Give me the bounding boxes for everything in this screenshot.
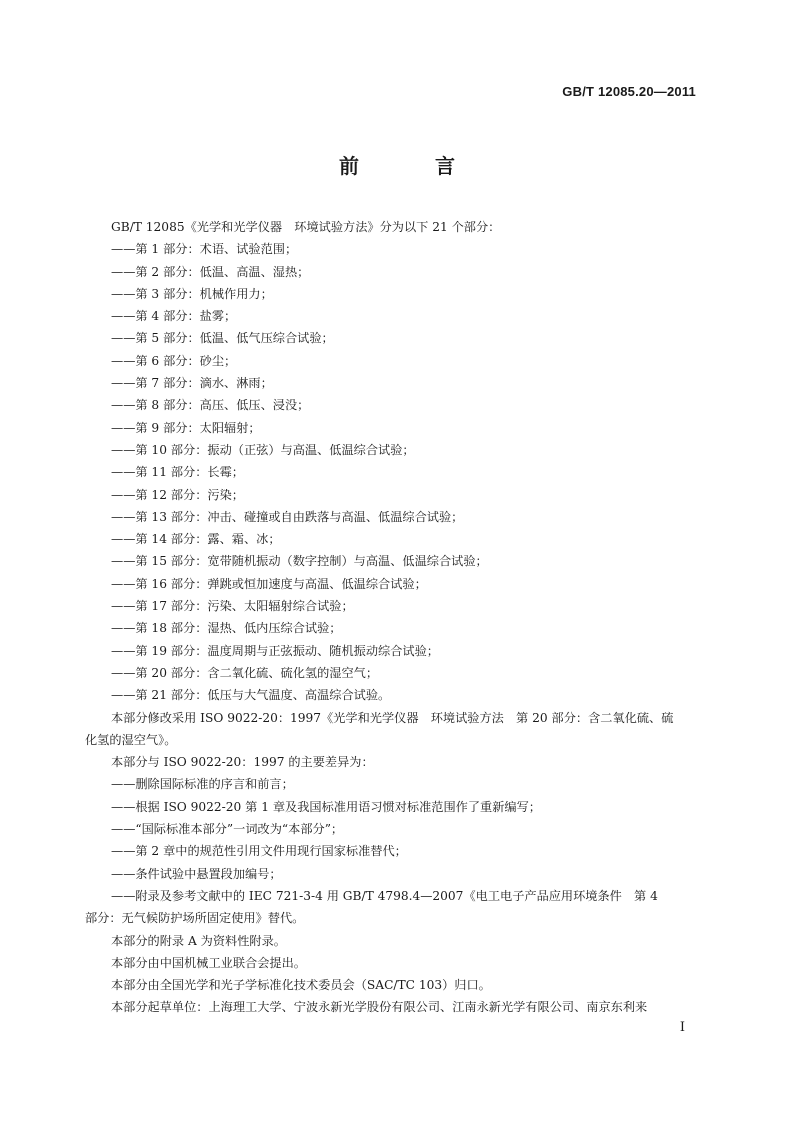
document-body xyxy=(85,216,697,1019)
difference-last-line-2: 部分：无气候防护场所固定使用》替代。 xyxy=(85,911,305,926)
part-list-item: ——第 2 部分：低温、高温、湿热； xyxy=(111,264,310,279)
page-title: 前 言 xyxy=(339,154,483,178)
adoption-line-1: 本部分修改采用 ISO 9022-20：1997《光学和光学仪器 环境试验方法 第 20 部分：含二氧化硫、硫 xyxy=(111,710,674,725)
intro-paragraph: GB/T 12085《光学和光学仪器 环境试验方法》分为以下 21 个部分： xyxy=(111,220,501,234)
differences-list xyxy=(111,773,697,884)
part-list-item: ——第 18 部分：湿热、低内压综合试验； xyxy=(111,621,342,636)
part-list-item: ——第 4 部分：盐雾； xyxy=(111,309,237,324)
part-list-item: ——第 11 部分：长霉； xyxy=(111,465,244,480)
standard-code: GB/T 12085.20—2011 xyxy=(562,84,696,99)
part-list-item: ——第 14 部分：露、霜、冰； xyxy=(111,532,281,547)
part-list-item: ——第 12 部分：污染； xyxy=(111,487,244,502)
difference-list-item: ——条件试验中悬置段加编号； xyxy=(111,866,282,881)
proposed-by: 本部分由中国机械工业联合会提出。 xyxy=(111,955,306,970)
adoption-line-2: 化氢的湿空气》。 xyxy=(85,732,177,747)
part-list-item: ——第 13 部分：冲击、碰撞或自由跌落与高温、低温综合试验； xyxy=(111,509,464,524)
part-list-item: ——第 3 部分：机械作用力； xyxy=(111,286,273,301)
difference-last-line-1: ——附录及参考文献中的 IEC 721-3-4 用 GB/T 4798.4—2007《电工电子产品应用环境条件 第 4 xyxy=(111,888,658,903)
part-list-item: ——第 7 部分：滴水、淋雨； xyxy=(111,376,273,391)
part-list-item: ——第 6 部分：砂尘； xyxy=(111,353,237,368)
parts-list xyxy=(111,238,697,706)
adoption-paragraph xyxy=(85,707,697,752)
page-number: I xyxy=(679,1020,685,1035)
difference-last xyxy=(85,885,697,930)
part-list-item: ——第 1 部分：术语、试验范围； xyxy=(111,242,298,257)
part-list-item: ——第 16 部分：弹跳或恒加速度与高温、低温综合试验； xyxy=(111,576,427,591)
differences-intro: 本部分与 ISO 9022-20：1997 的主要差异为： xyxy=(111,755,374,770)
managed-by: 本部分由全国光学和光子学标准化技术委员会（SAC/TC 103）归口。 xyxy=(111,978,491,993)
annex-statement: 本部分的附录 A 为资料性附录。 xyxy=(111,933,286,948)
part-list-item: ——第 19 部分：温度周期与正弦振动、随机振动综合试验； xyxy=(111,643,439,658)
drafting-units: 本部分起草单位：上海理工大学、宁波永新光学股份有限公司、江南永新光学有限公司、南京东利来 xyxy=(111,1000,648,1015)
part-list-item: ——第 20 部分：含二氧化硫、硫化氢的湿空气； xyxy=(111,665,379,680)
part-list-item: ——第 21 部分：低压与大气温度、高温综合试验。 xyxy=(111,688,391,703)
part-list-item: ——第 5 部分：低温、低气压综合试验； xyxy=(111,331,334,346)
part-list-item: ——第 17 部分：污染、太阳辐射综合试验； xyxy=(111,599,354,614)
part-list-item: ——第 10 部分：振动（正弦）与高温、低温综合试验； xyxy=(111,442,415,457)
part-list-item: ——第 15 部分：宽带随机振动（数字控制）与高温、低温综合试验； xyxy=(111,554,488,569)
difference-list-item: ——“国际标准本部分”一词改为“本部分”； xyxy=(111,822,344,837)
difference-list-item: ——删除国际标准的序言和前言； xyxy=(111,777,294,792)
part-list-item: ——第 8 部分：高压、低压、浸没； xyxy=(111,398,310,413)
part-list-item: ——第 9 部分：太阳辐射； xyxy=(111,420,261,435)
difference-list-item: ——根据 ISO 9022-20 第 1 章及我国标准用语习惯对标准范围作了重新编写； xyxy=(111,799,541,814)
difference-list-item: ——第 2 章中的规范性引用文件用现行国家标准替代； xyxy=(111,844,407,859)
